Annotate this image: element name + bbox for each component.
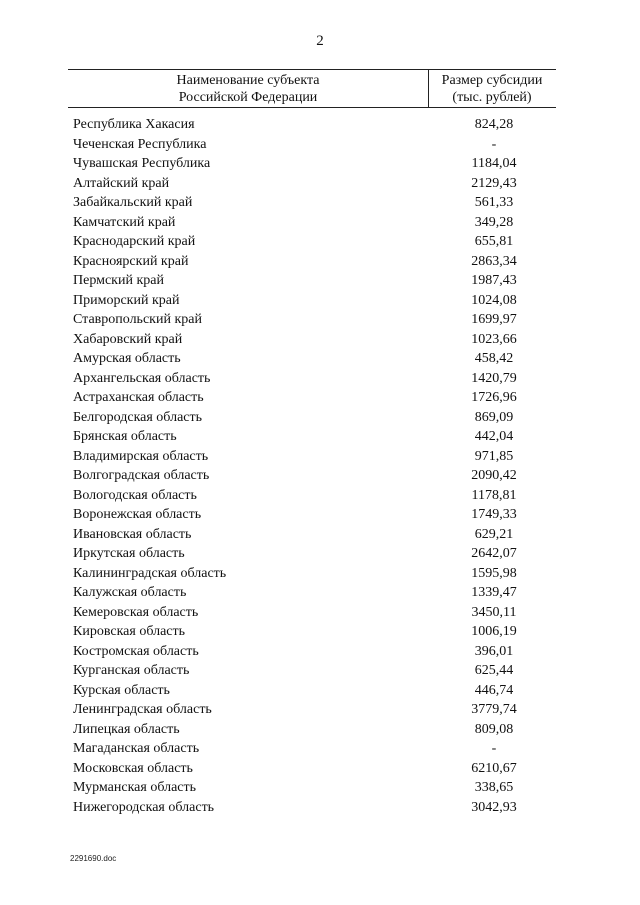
subject-name-cell: Калужская область (73, 585, 187, 600)
subsidy-value-cell: 442,04 (474, 429, 514, 444)
subsidy-value-cell: 6210,67 (471, 760, 517, 776)
subsidy-value-cell: 1006,19 (471, 624, 517, 639)
subsidy-value-cell: 2129,43 (471, 175, 517, 191)
table-row (0, 174, 640, 194)
subject-name-cell: Белгородская область (73, 409, 203, 425)
subsidy-value-cell: 1184,04 (471, 156, 517, 171)
table-row (0, 778, 640, 798)
subject-name-cell: Приморский край (73, 292, 180, 308)
table-top-rule (68, 69, 556, 70)
subject-name-cell: Нижегородская область (73, 799, 215, 815)
subsidy-value-cell: 625,44 (474, 663, 514, 678)
table-row (0, 466, 640, 486)
column-header-subject-name-line2: Российской Федерации (178, 90, 318, 105)
subsidy-value-cell: 2642,07 (471, 546, 517, 561)
subject-name-cell: Краснодарский край (73, 234, 196, 249)
subsidy-value-cell: 2090,42 (471, 468, 517, 483)
subsidy-value-cell: 1749,33 (471, 507, 517, 522)
subject-name-cell: Хабаровский край (73, 331, 183, 347)
table-row (0, 193, 640, 213)
subject-name-cell: Иркутская область (73, 546, 185, 561)
subject-name-cell: Кемеровская область (73, 604, 199, 620)
subject-name-cell: Астраханская область (73, 390, 204, 405)
subsidy-value-cell: 1420,79 (471, 370, 517, 386)
subject-name-cell: Курганская область (73, 663, 190, 678)
table-row (0, 388, 640, 408)
column-header-subject-name (68, 72, 428, 106)
subsidy-value-cell: 2863,34 (471, 253, 517, 269)
subject-name-cell: Воронежская область (73, 507, 202, 522)
table-row (0, 798, 640, 818)
subject-name-cell: Кировская область (73, 624, 186, 639)
table-row (0, 720, 640, 740)
subsidy-value-cell: 655,81 (474, 234, 514, 249)
subject-name-cell: Брянская область (73, 429, 177, 444)
table-row (0, 330, 640, 350)
subsidy-table-body (0, 115, 640, 817)
page-number: 2 (316, 33, 324, 49)
subsidy-value-cell: 1595,98 (471, 565, 517, 581)
table-row (0, 739, 640, 759)
subsidy-value-cell: 1699,97 (471, 312, 517, 327)
subject-name-cell: Чеченская Республика (73, 136, 207, 152)
subsidy-value-cell: 1339,47 (471, 585, 517, 600)
table-row (0, 544, 640, 564)
subsidy-value-cell: 1987,43 (471, 273, 517, 288)
column-header-subject-name-line1: Наименование субъекта (176, 73, 320, 88)
subject-name-cell: Чувашская Республика (73, 156, 211, 171)
table-row (0, 252, 640, 272)
subject-name-cell: Магаданская область (73, 741, 200, 756)
subject-name-cell: Амурская область (73, 351, 181, 366)
table-header-bottom-rule (68, 107, 556, 108)
subject-name-cell: Красноярский край (73, 253, 189, 269)
subject-name-cell: Волгоградская область (73, 468, 210, 483)
table-row (0, 291, 640, 311)
subsidy-value-cell: - (491, 136, 497, 152)
table-row (0, 447, 640, 467)
subject-name-cell: Калининградская область (73, 565, 227, 581)
column-header-subsidy-line1: Размер субсидии (441, 73, 543, 88)
subject-name-cell: Владимирская область (73, 448, 209, 464)
subject-name-cell: Ставропольский край (73, 312, 202, 327)
subject-name-cell: Алтайский край (73, 175, 170, 191)
subsidy-value-cell: 1024,08 (471, 292, 517, 308)
subsidy-value-cell: 824,28 (474, 117, 514, 132)
table-row (0, 759, 640, 779)
subsidy-value-cell: 3450,11 (471, 604, 517, 620)
subsidy-value-cell: 338,65 (474, 780, 514, 795)
subject-name-cell: Курская область (73, 682, 170, 698)
table-row (0, 213, 640, 233)
subject-name-cell: Костромская область (73, 643, 199, 659)
subject-name-cell: Республика Хакасия (73, 117, 195, 132)
table-row (0, 427, 640, 447)
subject-name-cell: Забайкальский край (73, 195, 193, 210)
subsidy-value-cell: 3042,93 (471, 799, 517, 815)
subject-name-cell: Липецкая область (73, 721, 180, 737)
table-row (0, 525, 640, 545)
subject-name-cell: Пермский край (73, 273, 164, 288)
table-row (0, 583, 640, 603)
table-row (0, 115, 640, 135)
table-row (0, 603, 640, 623)
table-row (0, 349, 640, 369)
table-row (0, 154, 640, 174)
table-row (0, 700, 640, 720)
subsidy-value-cell: 1178,81 (471, 487, 517, 503)
subsidy-value-cell: 396,01 (474, 643, 514, 659)
subject-name-cell: Камчатский край (73, 214, 176, 230)
subsidy-value-cell: 1726,96 (471, 390, 517, 405)
table-row (0, 681, 640, 701)
subject-name-cell: Архангельская область (73, 370, 211, 386)
table-row (0, 505, 640, 525)
table-row (0, 486, 640, 506)
subsidy-value-cell: 809,08 (474, 721, 514, 737)
subject-name-cell: Московская область (73, 760, 193, 776)
subsidy-value-cell: 458,42 (474, 351, 514, 366)
subsidy-value-cell: - (491, 741, 497, 756)
subject-name-cell: Ивановская область (73, 526, 192, 542)
table-row (0, 408, 640, 428)
subsidy-value-cell: 446,74 (474, 682, 514, 698)
subsidy-value-cell: 971,85 (474, 448, 514, 464)
subsidy-value-cell: 1023,66 (471, 331, 517, 347)
subject-name-cell: Вологодская область (73, 487, 197, 503)
subsidy-value-cell: 629,21 (474, 526, 514, 542)
document-file-id: 2291690.doc (70, 854, 117, 863)
subsidy-value-cell: 561,33 (474, 195, 514, 210)
subsidy-value-cell: 349,28 (474, 214, 514, 230)
subsidy-value-cell: 869,09 (474, 409, 514, 425)
table-row (0, 232, 640, 252)
table-row (0, 564, 640, 584)
table-row (0, 622, 640, 642)
table-row (0, 369, 640, 389)
column-header-subsidy-line2: (тыс. рублей) (452, 90, 532, 105)
table-row (0, 310, 640, 330)
table-row (0, 661, 640, 681)
table-row (0, 271, 640, 291)
table-row (0, 642, 640, 662)
table-row (0, 135, 640, 155)
column-header-subsidy (428, 72, 556, 106)
subject-name-cell: Ленинградская область (73, 702, 212, 717)
subject-name-cell: Мурманская область (73, 780, 197, 795)
subsidy-value-cell: 3779,74 (471, 702, 517, 717)
